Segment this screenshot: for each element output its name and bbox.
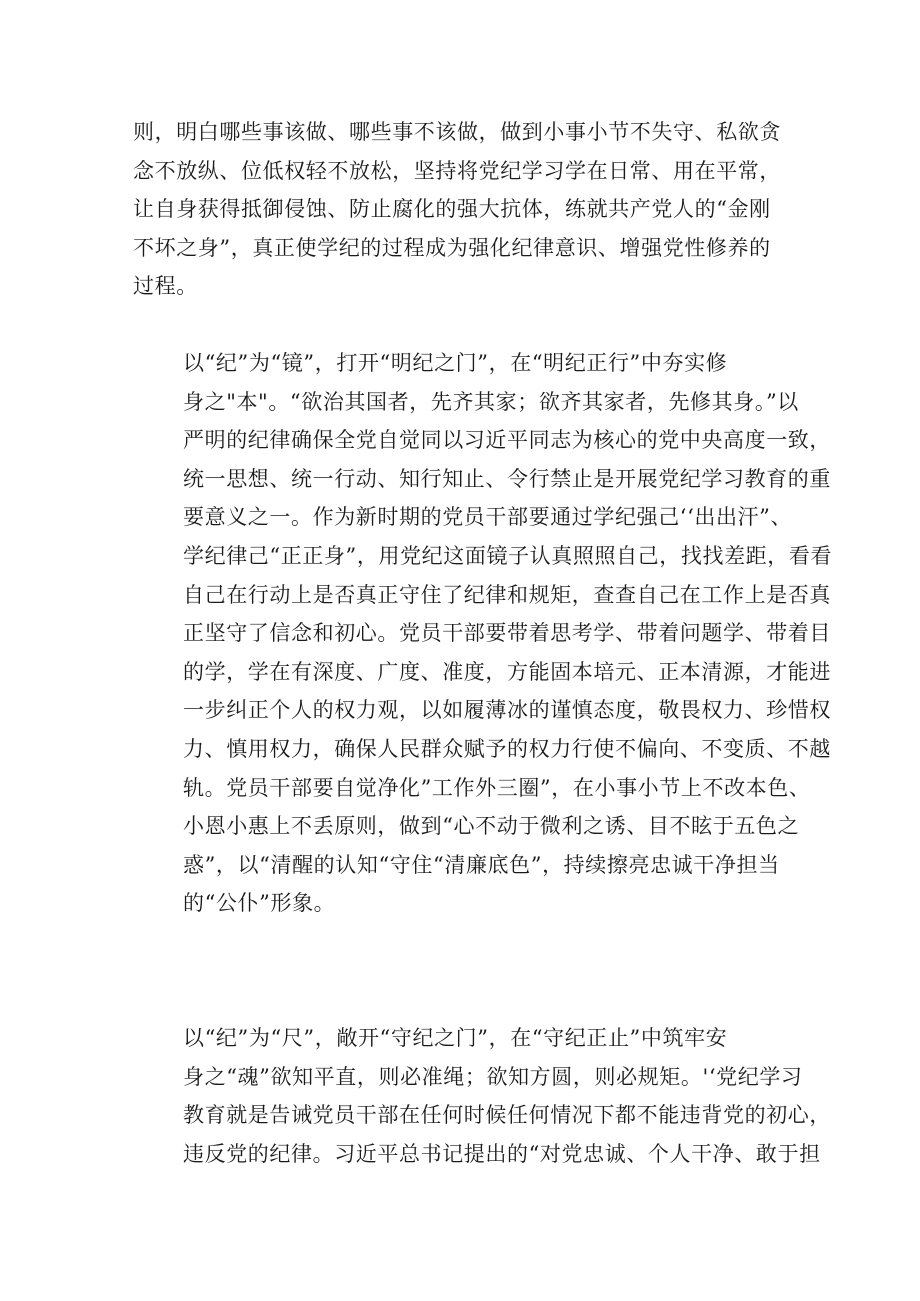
text-line: 违反党的纪律。习近平总书记提出的“对党忠诚、个人干净、敢于担 <box>183 1141 821 1166</box>
text-line: 以“纪”为“镜”，打开“明纪之门”，在“明纪正行”中夯实修 <box>183 351 728 375</box>
text-line: 力、慎用权力，确保人民群众赋予的权力行使不偏向、不变质、不越 <box>183 736 831 761</box>
text-line: 的“公仆”形象。 <box>183 891 336 916</box>
text-line: 轨。党员干部要自觉净化”工作外三圈”，在小事小节上不改本色、 <box>183 775 811 800</box>
text-line: 教育就是告诫党员干部在任何时候任何情况下都不能违背党的初心， <box>183 1103 831 1128</box>
text-line: 过程。 <box>133 274 198 299</box>
paragraph-2 <box>133 344 833 923</box>
text-line: 小恩小惠上不丢原则，做到“心不动于微利之诱、目不眩于五色之 <box>183 814 800 839</box>
text-line: 正坚守了信念和初心。党员干部要带着思考学、带着问题学、带着目 <box>183 621 831 646</box>
text-line: 严明的纪律确保全党自觉同以习近平同志为核心的党中央高度一致， <box>183 428 831 453</box>
paragraph-1 <box>133 113 803 306</box>
text-line: 让自身获得抵御侵蚀、防止腐化的强大抗体，练就共产党人的“金刚 <box>133 197 771 222</box>
text-line: 以“纪”为“尺”，敞开“守纪之门”，在“守纪正止”中筑牢安 <box>183 1026 728 1050</box>
text-line: 自己在行动上是否真正守住了纪律和规矩，查查自己在工作上是否真 <box>183 582 831 607</box>
text-line: 则，明白哪些事该做、哪些事不该做，做到小事小节不失守、私欲贪 <box>133 120 781 144</box>
text-line: 念不放纵、位低权轻不放松，坚持将党纪学习学在日常、用在平常， <box>133 158 781 183</box>
text-line: 不坏之身”，真正使学纪的过程成为强化纪律意识、增强党性修养的 <box>133 235 771 260</box>
text-line: 学纪律己“正正身”，用党纪这面镜子认真照照自己，找找差距，看看 <box>183 543 833 568</box>
text-line: 惑”，以“清醒的认知“守住“清廉底色”，持续擦亮忠诚干净担当 <box>183 852 780 877</box>
text-line: 身之“魂”欲知平直，则必准绳；欲知方圆，则必规矩。'‘党纪学习 <box>183 1064 803 1089</box>
text-line: 一步纠正个人的权力观，以如履薄冰的谨慎态度，敬畏权力、珍惜权 <box>183 698 831 723</box>
paragraph-3 <box>133 1019 831 1173</box>
text-line: 统一思想、统一行动、知行知止、令行禁止是开展党纪学习教育的重 <box>183 466 831 491</box>
text-line: 的学，学在有深度、广度、准度，方能固本培元、正本清源，才能进 <box>183 659 831 684</box>
text-line: 要意义之一。作为新时期的党员干部要通过学纪强己‘‘出出汗”、 <box>183 505 793 530</box>
text-line: 身之"本"。“欲治其国者，先齐其家；欲齐其家者，先修其身。”以 <box>183 389 799 414</box>
